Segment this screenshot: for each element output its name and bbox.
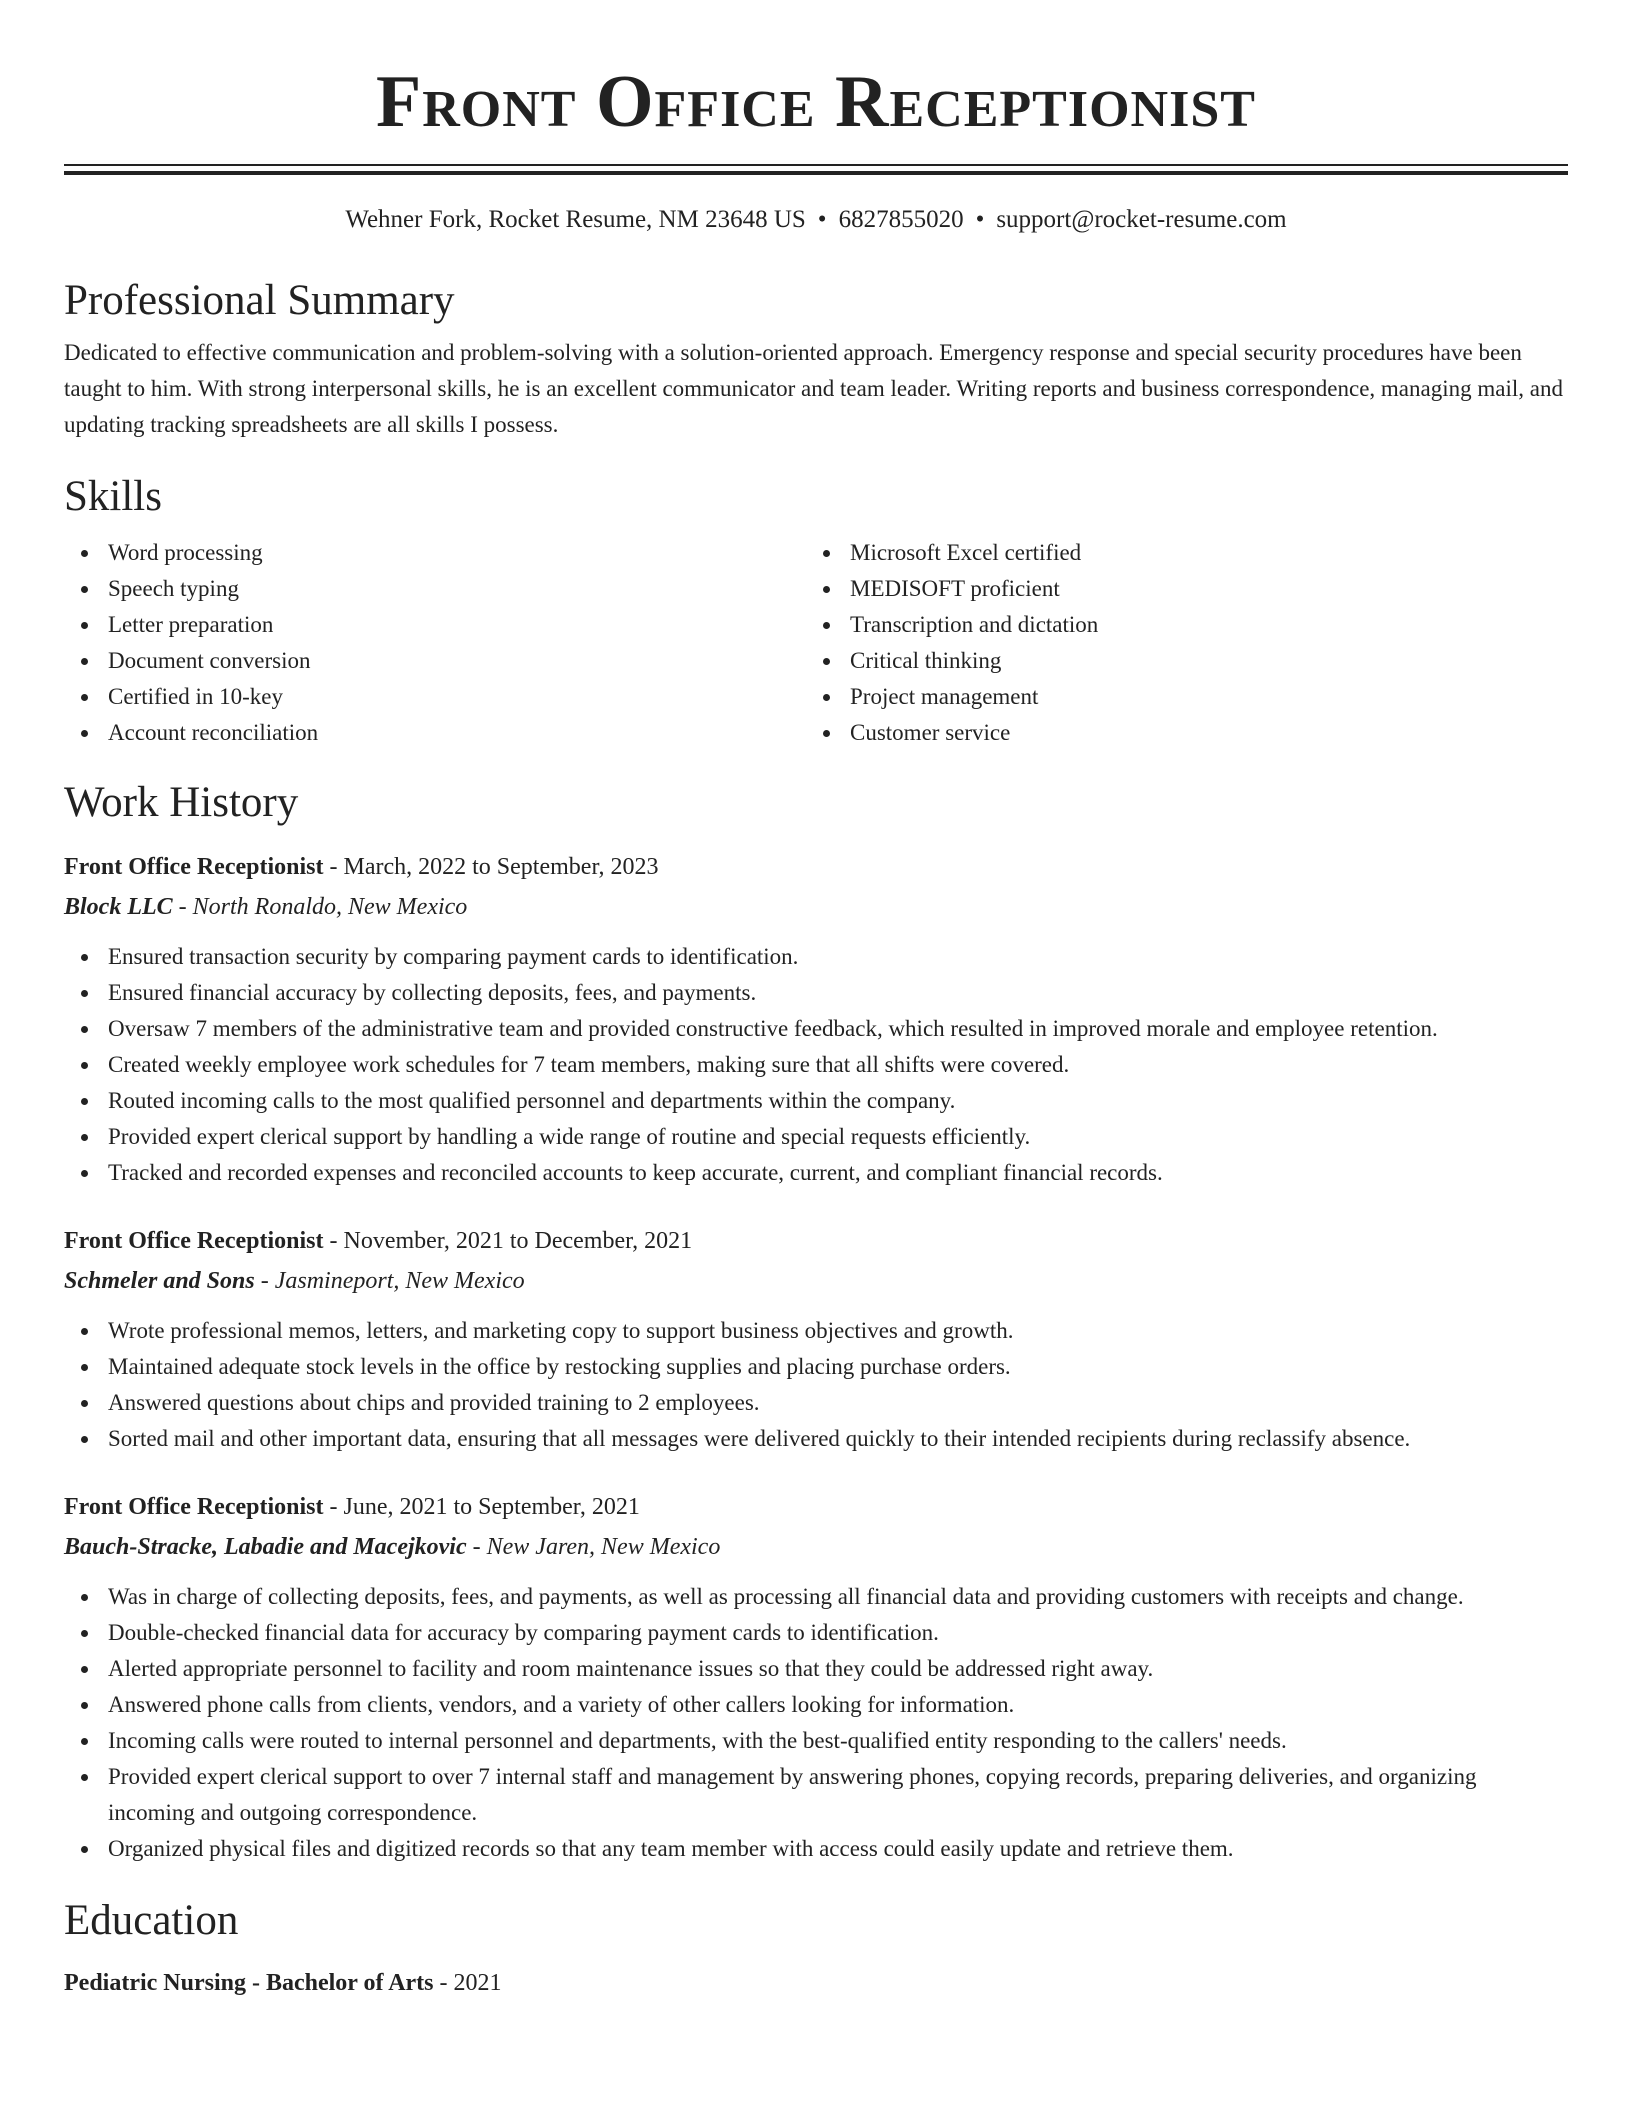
skill-item: MEDISOFT proficient <box>806 571 1548 607</box>
skill-item: Critical thinking <box>806 643 1548 679</box>
job-bullet: Alerted appropriate personnel to facility and room maintenance issues so that they could be addressed right away. <box>64 1651 1568 1687</box>
skills-list-right <box>806 535 1548 751</box>
job-company: Bauch-Stracke, Labadie and Macejkovic <box>64 1534 467 1560</box>
job-bullet: Answered phone calls from clients, vendors, and a variety of other callers looking for information. <box>64 1687 1568 1723</box>
work-history-heading: Work History <box>64 779 299 826</box>
skill-item: Account reconciliation <box>64 715 806 751</box>
job-dates: March, 2022 to September, 2023 <box>343 854 659 880</box>
job-company-line <box>64 1527 1568 1567</box>
education-entry <box>64 1963 1568 2003</box>
job-bullet: Oversaw 7 members of the administrative team and provided constructive feedback, which resulted in improved morale and employee retention. <box>64 1011 1568 1047</box>
skill-item: Customer service <box>806 715 1548 751</box>
education-heading: Education <box>64 1897 239 1944</box>
job-bullets <box>64 939 1568 1191</box>
job-bullets <box>64 1313 1568 1457</box>
job-bullet: Sorted mail and other important data, ensuring that all messages were delivered quickly to their intended recipients during reclassify absence. <box>64 1421 1568 1457</box>
header-divider <box>64 164 1568 175</box>
skill-item: Transcription and dictation <box>806 607 1548 643</box>
job-bullet: Ensured financial accuracy by collecting deposits, fees, and payments. <box>64 975 1568 1011</box>
skill-item: Microsoft Excel certified <box>806 535 1548 571</box>
job-bullet: Was in charge of collecting deposits, fees, and payments, as well as processing all financial data and providing customers with receipts and change. <box>64 1579 1568 1615</box>
job-entry <box>64 1487 1568 1867</box>
job-dash: - <box>466 1534 487 1560</box>
skills-list-left <box>64 535 806 751</box>
contact-separator: • <box>975 206 985 233</box>
job-dates: November, 2021 to December, 2021 <box>343 1228 693 1254</box>
contact-line <box>64 203 1568 237</box>
job-company-line <box>64 887 1568 927</box>
job-header <box>64 847 1568 887</box>
job-bullet: Created weekly employee work schedules for 7 team members, making sure that all shifts were covered. <box>64 1047 1568 1083</box>
skill-item: Document conversion <box>64 643 806 679</box>
job-role: Front Office Receptionist <box>64 854 324 880</box>
job-role: Front Office Receptionist <box>64 1494 324 1520</box>
job-location: North Ronaldo, New Mexico <box>192 894 468 920</box>
job-bullet: Organized physical files and digitized records so that any team member with access could easily update and retrieve them. <box>64 1831 1568 1867</box>
contact-address: Wehner Fork, Rocket Resume, NM 23648 US <box>345 206 806 233</box>
job-bullet: Incoming calls were routed to internal personnel and departments, with the best-qualified entity responding to the callers' needs. <box>64 1723 1568 1759</box>
job-header <box>64 1221 1568 1261</box>
job-entry <box>64 1221 1568 1457</box>
contact-email: support@rocket-resume.com <box>996 206 1287 233</box>
job-company-line <box>64 1261 1568 1301</box>
education-year: 2021 <box>453 1970 502 1996</box>
job-dates: June, 2021 to September, 2021 <box>343 1494 640 1520</box>
job-dash: - <box>323 854 344 880</box>
skill-item: Letter preparation <box>64 607 806 643</box>
job-location: New Jaren, New Mexico <box>486 1534 721 1560</box>
summary-heading: Professional Summary <box>64 277 455 324</box>
job-bullet: Provided expert clerical support by handling a wide range of routine and special requests efficiently. <box>64 1119 1568 1155</box>
job-dash: - <box>323 1228 344 1254</box>
skill-item: Project management <box>806 679 1548 715</box>
job-bullets <box>64 1579 1568 1867</box>
contact-phone: 6827855020 <box>838 206 964 233</box>
job-dash: - <box>172 894 193 920</box>
contact-separator: • <box>817 206 827 233</box>
skill-item: Speech typing <box>64 571 806 607</box>
summary-text: Dedicated to effective communication and problem-solving with a solution-oriented approach. Emergency response and special security procedures have been taught to him. With strong interpersonal skills, he is an excellent communicator and team leader. Writing reports and business correspondence, managing mail, and updating tracking spreadsheets are all skills I possess. <box>64 340 1563 437</box>
job-dash: - <box>323 1494 344 1520</box>
job-bullet: Double-checked financial data for accuracy by comparing payment cards to identification. <box>64 1615 1568 1651</box>
resume-name: Front Office Receptionist <box>376 61 1256 143</box>
resume-page <box>64 0 1568 2003</box>
job-bullet: Maintained adequate stock levels in the office by restocking supplies and placing purchase orders. <box>64 1349 1568 1385</box>
job-dash: - <box>254 1268 275 1294</box>
job-bullet: Routed incoming calls to the most qualified personnel and departments within the company. <box>64 1083 1568 1119</box>
job-role: Front Office Receptionist <box>64 1228 324 1254</box>
job-bullet: Provided expert clerical support to over 7 internal staff and management by answering phones, copying records, preparing deliveries, and organizing incoming and outgoing correspondence. <box>64 1759 1568 1831</box>
job-header <box>64 1487 1568 1527</box>
job-entry <box>64 847 1568 1191</box>
skills-heading: Skills <box>64 473 162 520</box>
skill-item: Certified in 10-key <box>64 679 806 715</box>
job-bullet: Answered questions about chips and provided training to 2 employees. <box>64 1385 1568 1421</box>
job-bullet: Wrote professional memos, letters, and marketing copy to support business objectives and growth. <box>64 1313 1568 1349</box>
job-bullet: Tracked and recorded expenses and reconciled accounts to keep accurate, current, and compliant financial records. <box>64 1155 1568 1191</box>
job-bullet: Ensured transaction security by comparing payment cards to identification. <box>64 939 1568 975</box>
job-location: Jasmineport, New Mexico <box>274 1268 525 1294</box>
skills-columns <box>64 535 1568 751</box>
job-company: Schmeler and Sons <box>64 1268 255 1294</box>
education-degree: Pediatric Nursing - Bachelor of Arts <box>64 1970 434 1996</box>
skill-item: Word processing <box>64 535 806 571</box>
job-company: Block LLC <box>64 894 173 920</box>
education-dash: - <box>433 1970 454 1996</box>
